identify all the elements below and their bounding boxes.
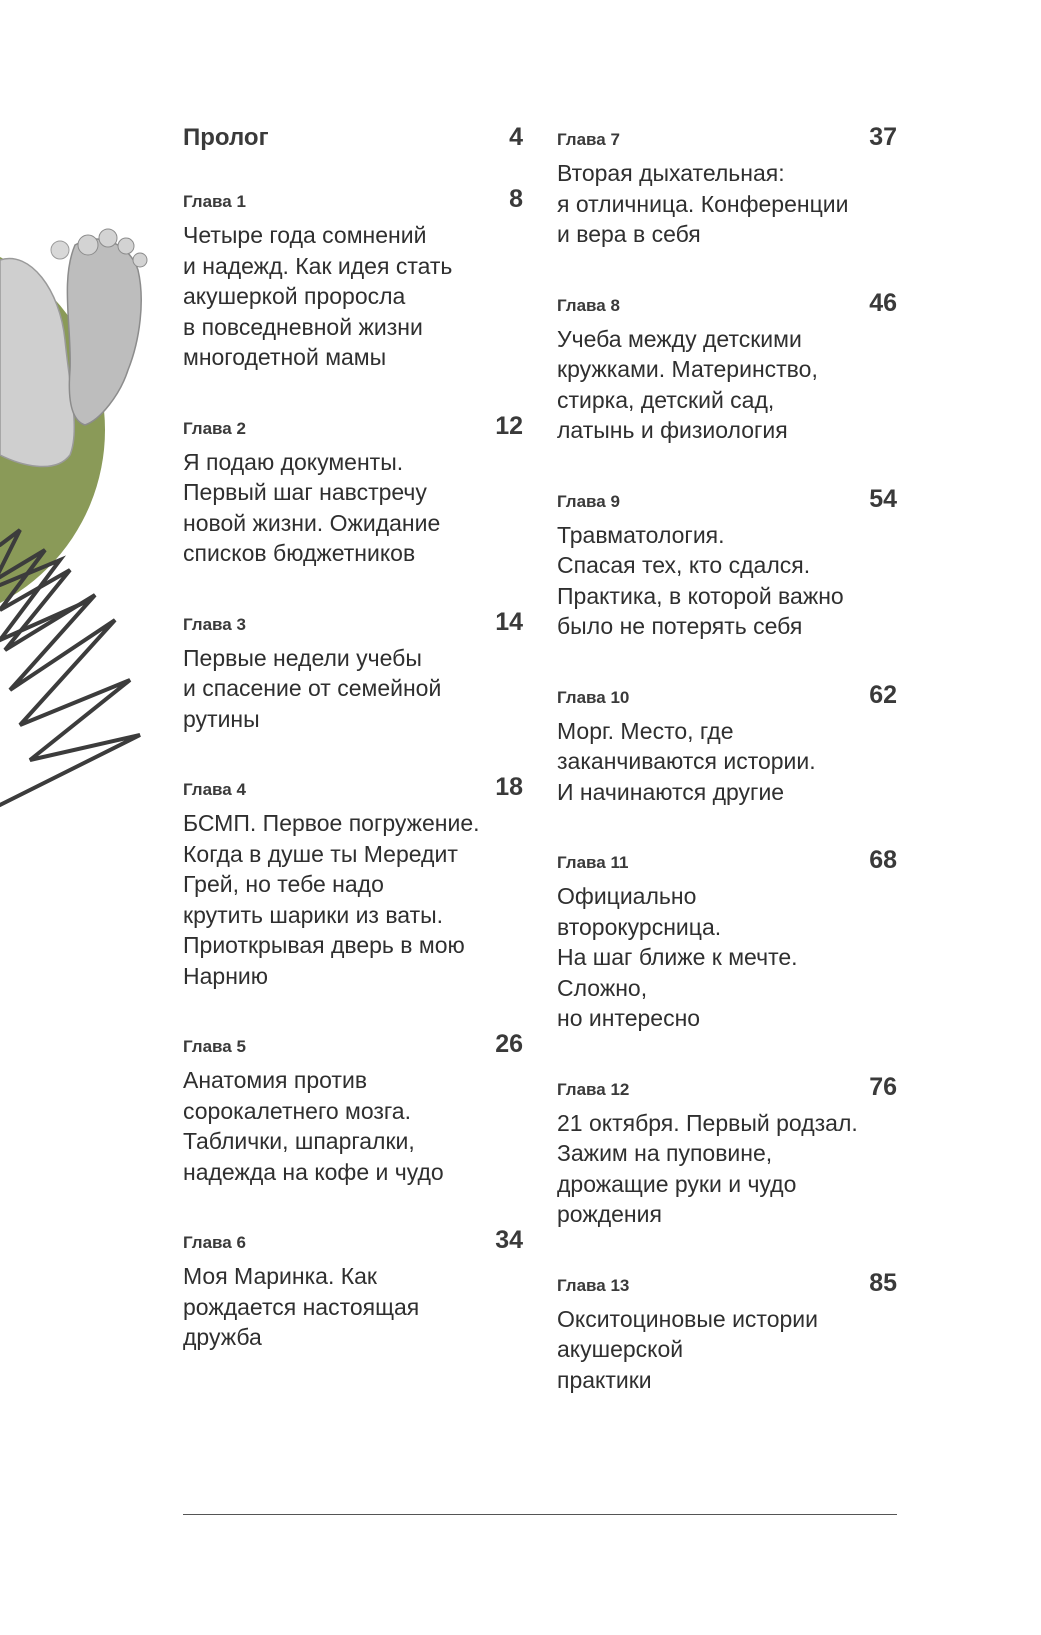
chapter-title: Первые недели учебы и спасение от семейной рутины xyxy=(183,644,442,732)
toc-entry-chapter-7[interactable] xyxy=(557,122,897,250)
page-number: 46 xyxy=(869,288,897,317)
page-number: 14 xyxy=(495,607,523,636)
chapter-title: Окситоциновые истории акушерской практики xyxy=(557,1305,818,1393)
toc-entry-chapter-3[interactable] xyxy=(183,607,523,735)
toc-entry-chapter-2[interactable] xyxy=(183,411,523,569)
chapter-label: Глава 12 xyxy=(557,1079,630,1099)
page-number: 62 xyxy=(869,680,897,709)
chapter-label: Глава 8 xyxy=(557,295,620,315)
chapter-label: Глава 5 xyxy=(183,1037,246,1056)
page-number: 76 xyxy=(869,1072,897,1101)
page-number: 54 xyxy=(869,484,897,513)
chapter-label: Глава 1 xyxy=(183,192,246,211)
toc-entry-chapter-11[interactable] xyxy=(557,845,897,1034)
prologue-label: Пролог xyxy=(183,124,269,151)
decoration-illustration xyxy=(0,0,200,840)
chapter-label: Глава 3 xyxy=(183,614,246,634)
toc-entry-chapter-6[interactable] xyxy=(183,1225,523,1353)
chapter-label: Глава 10 xyxy=(557,687,630,707)
chapter-label: Глава 9 xyxy=(557,491,620,511)
page-number: 34 xyxy=(495,1226,523,1254)
chapter-title: Вторая дыхательная: я отличница. Конференции и вера в себя xyxy=(557,160,849,247)
chapter-title: 21 октября. Первый родзал. Зажим на пуповине, дрожащие руки и чудо рождения xyxy=(557,1109,858,1227)
chapter-title: Четыре года сомнений и надежд. Как идея стать акушеркой проросла в повседневной жизни многодетной мамы xyxy=(183,222,453,370)
toc-entry-chapter-5[interactable] xyxy=(183,1029,523,1187)
toc-entry-chapter-8[interactable] xyxy=(557,288,897,446)
toc-entry-chapter-13[interactable] xyxy=(557,1268,897,1396)
chapter-title: Учеба между детскими кружками. Материнство, стирка, детский сад, латынь и физиология xyxy=(557,325,818,443)
baby-feet-icon xyxy=(0,229,147,467)
chapter-title: Анатомия против сорокалетнего мозга. Таблички, шпаргалки, надежда на кофе и чудо xyxy=(183,1067,444,1185)
page-number: 12 xyxy=(495,411,523,440)
chapter-label: Глава 13 xyxy=(557,1275,630,1295)
chapter-label: Глава 6 xyxy=(183,1233,246,1252)
toc-entry-chapter-1[interactable] xyxy=(183,184,523,373)
toc-entry-chapter-12[interactable] xyxy=(557,1072,897,1230)
chapter-label: Глава 4 xyxy=(183,780,246,799)
chapter-title: Официально второкурсница. На шаг ближе к мечте. Сложно, но интересно xyxy=(557,883,798,1031)
page-number: 85 xyxy=(869,1268,897,1297)
chapter-label: Глава 11 xyxy=(557,853,629,872)
chapter-title: БСМП. Первое погружение. Когда в душе ты Мередит Грей, но тебе надо крутить шарики из ваты. Приоткрывая дверь в мою Нарнию xyxy=(183,810,480,989)
page-number: 37 xyxy=(869,123,897,151)
toc-column-right xyxy=(557,122,897,1433)
chapter-label: Глава 2 xyxy=(183,418,246,438)
page-number: 26 xyxy=(495,1030,523,1058)
toc-entry-chapter-4[interactable] xyxy=(183,772,523,991)
page-number: 8 xyxy=(509,185,523,213)
toc-entry-chapter-10[interactable] xyxy=(557,680,897,808)
page-number: 68 xyxy=(869,846,897,874)
chapter-title: Морг. Место, где заканчиваются истории. И начинаются другие xyxy=(557,717,816,805)
page-number: 4 xyxy=(509,123,523,151)
page-number: 18 xyxy=(495,773,523,801)
footer-divider xyxy=(183,1514,897,1515)
chapter-title: Травматология. Спасая тех, кто сдался. Практика, в которой важно было не потерять себя xyxy=(557,521,844,639)
toc-entry-chapter-9[interactable] xyxy=(557,484,897,642)
toc-column-left xyxy=(183,122,523,1391)
chapter-title: Я подаю документы. Первый шаг навстречу новой жизни. Ожидание списков бюджетников xyxy=(183,448,441,566)
chapter-title: Моя Маринка. Как рождается настоящая дружба xyxy=(183,1263,420,1350)
chapter-label: Глава 7 xyxy=(557,130,620,149)
toc-entry-prologue[interactable] xyxy=(183,122,523,152)
